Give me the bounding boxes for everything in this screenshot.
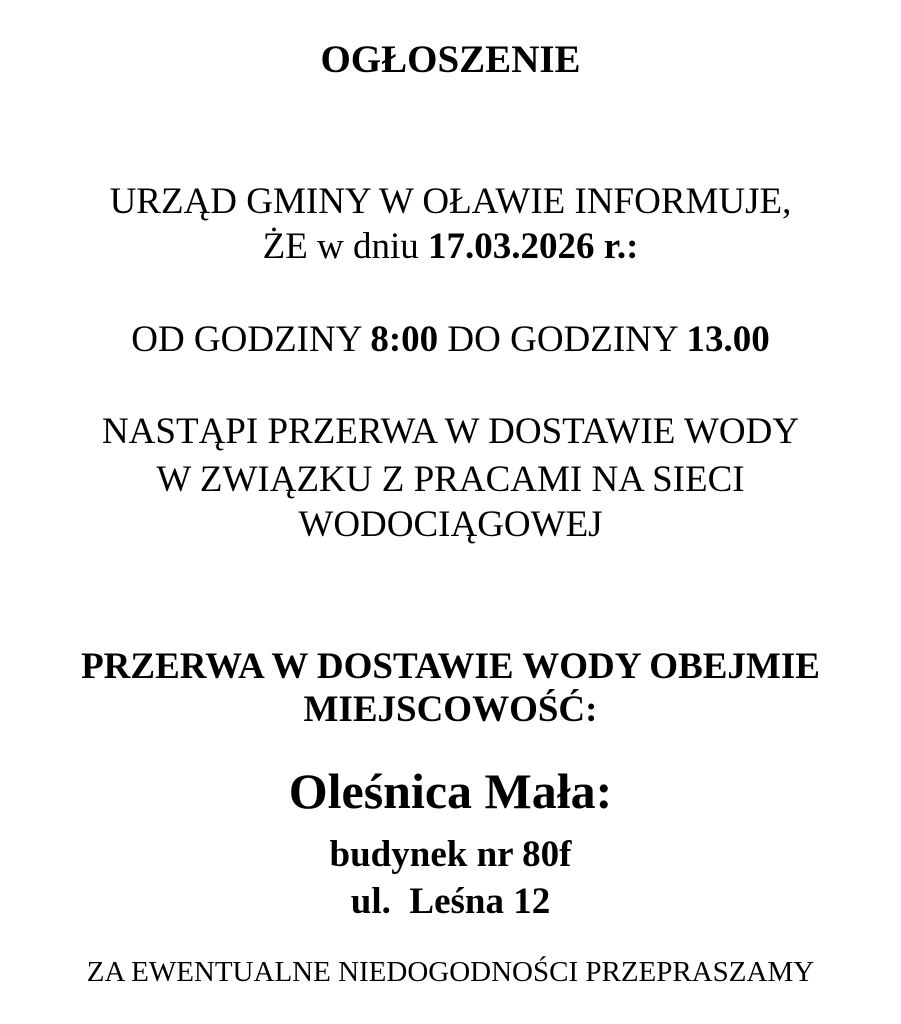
locality-name: Oleśnica Mała: (288, 763, 613, 819)
closing-apology: ZA EWENTUALNE NIEDOGODNOŚCI PRZEPRASZAMY (86, 956, 815, 988)
address-item: budynek nr 80f (329, 834, 572, 875)
hours-from-time: 8:00 (370, 319, 439, 360)
notice-line-1: NASTĄPI PRZERWA W DOSTAWIE WODY (101, 411, 800, 452)
outage-hours (0, 321, 901, 358)
hours-from-label: OD GODZINY (131, 319, 371, 360)
area-heading-line-1: PRZERWA W DOSTAWIE WODY OBEJMIE (81, 646, 820, 687)
notice-line-2: W ZWIĄZKU Z PRACAMI NA SIECI (156, 459, 745, 500)
intro-date-prefix: ŻE w dniu (262, 226, 429, 267)
announcement-title: OGŁOSZENIE (320, 38, 581, 81)
address-item: ul. Leśna 12 (350, 881, 551, 922)
hours-to-time: 13.00 (686, 319, 770, 360)
area-heading-line-2: MIEJSCOWOŚĆ: (303, 689, 598, 730)
notice-line-3: WODOCIĄGOWEJ (298, 504, 603, 545)
intro-line-date (0, 228, 901, 265)
hours-to-label: DO GODZINY (438, 319, 687, 360)
outage-date: 17.03.2026 r.: (428, 226, 639, 267)
intro-line-office: URZĄD GMINY W OŁAWIE INFORMUJE, (109, 181, 792, 222)
